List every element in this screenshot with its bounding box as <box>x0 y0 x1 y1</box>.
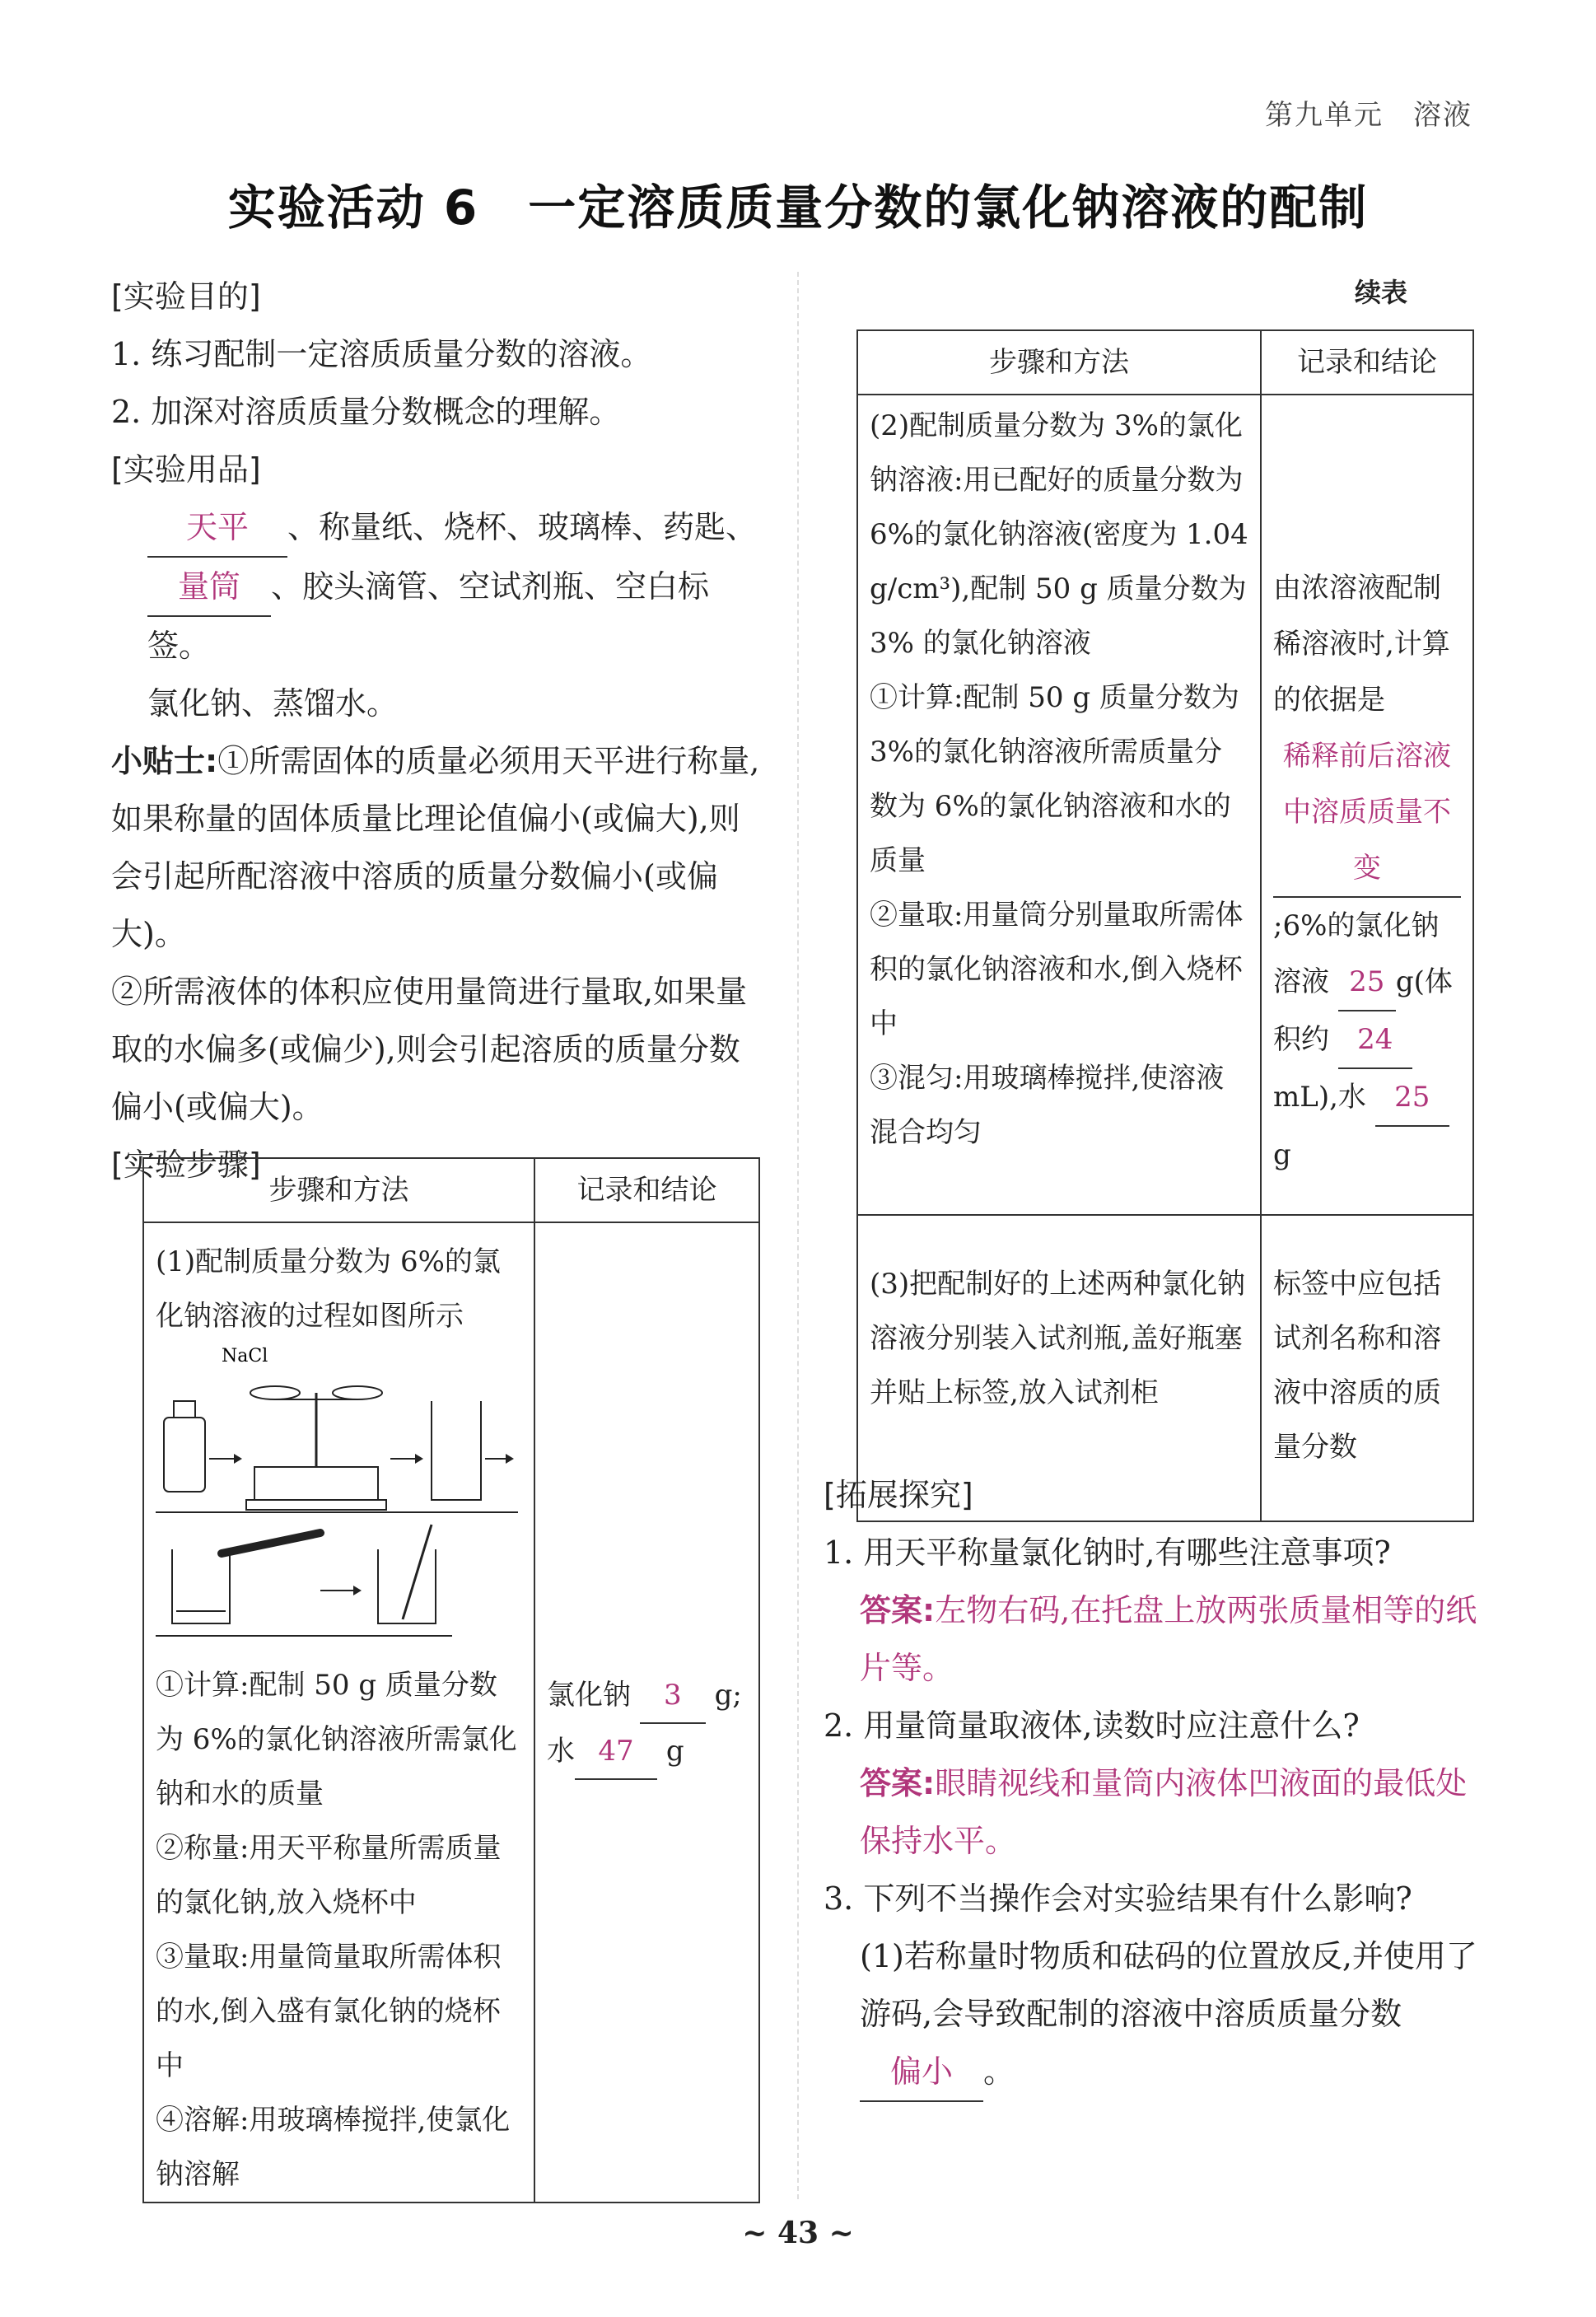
reagent-bottle <box>164 1418 205 1492</box>
record-2-water-mass: 25 <box>1375 1069 1449 1127</box>
answer-2-text: 眼睛视线和量筒内液体凹液面的最低处保持水平。 <box>860 1765 1468 1859</box>
supplies-line-3: 氯化钠、蒸馏水。 <box>147 685 399 722</box>
col-header-record: 记录和结论 <box>534 1158 759 1222</box>
step-1-weigh: ②称量:用天平称量所需质量的氯化钠,放入烧杯中 <box>156 1832 502 1919</box>
beaker-2 <box>172 1549 230 1623</box>
extend-section <box>824 1466 1482 2102</box>
record-water-value: 47 <box>575 1724 657 1780</box>
col-header-steps-2: 步骤和方法 <box>857 330 1261 395</box>
record-nacl-label: 氯化钠 <box>547 1679 631 1712</box>
tip-2: ②所需液体的体积应使用量筒进行量取,如果量取的水偏多(或偏少),则会引起溶质的质量分数偏小(或偏大)。 <box>111 974 748 1125</box>
step-1-dissolve: ④溶解:用玻璃棒搅拌,使氯化钠溶解 <box>156 2104 511 2191</box>
tip-label: 小贴士: <box>111 743 218 779</box>
answer-2 <box>824 1754 1482 1870</box>
col-header-steps: 步骤和方法 <box>143 1158 534 1222</box>
left-column <box>111 268 762 1194</box>
question-3-1-answer: 偏小 <box>860 2043 983 2102</box>
arrow-1-head <box>234 1454 242 1464</box>
record-unit-2: g <box>665 1735 684 1768</box>
supplies-heading: [实验用品] <box>111 451 261 488</box>
record-2-text-2: ;6%的氯化钠溶液 <box>1273 909 1440 998</box>
record-nacl <box>547 1668 747 1724</box>
steps-table-left <box>142 1157 760 2203</box>
beaker-1 <box>432 1401 481 1500</box>
col-header-record-2: 记录和结论 <box>1261 330 1473 395</box>
record-2-basis: 稀释前后溶液中溶质质量不变 <box>1273 728 1461 898</box>
answer-1 <box>824 1581 1482 1697</box>
step-2-cell <box>857 395 1261 1215</box>
page-title: 实验活动 6 一定溶质质量分数的氯化钠溶液的配制 <box>227 180 1369 236</box>
nacl-label: NaCl <box>222 1346 268 1366</box>
tip-1-text: ①所需固体的质量必须用天平进行称量,如果称量的固体质量比理论值偏小(或偏大),则会引起所配溶液中溶质的质量分数偏小(或偏大)。 <box>111 743 760 952</box>
record-nacl-value: 3 <box>640 1668 706 1724</box>
answer-1-text: 左物右码,在托盘上放两张质量相等的纸片等。 <box>860 1592 1477 1686</box>
bottle-stopper <box>174 1401 195 1418</box>
steps-heading: [实验步骤] <box>111 1147 261 1183</box>
record-water <box>547 1724 747 1780</box>
purpose-heading: [实验目的] <box>111 278 261 315</box>
record-2-text-3: g(体积约 <box>1273 965 1453 1056</box>
record-2-solution-volume: 24 <box>1338 1011 1412 1069</box>
step-1-measure: ③量取:用量筒量取所需体积的水,倒入盛有氯化钠的烧杯中 <box>156 1941 502 2082</box>
unit-header: 第九单元 溶液 <box>1265 99 1472 132</box>
page-number: ~ 43 ~ <box>742 2216 854 2250</box>
step-1-intro: (1)配制质量分数为 6%的氯化钠溶液的过程如图所示 <box>156 1245 501 1333</box>
step-2-intro: (2)配制质量分数为 3%的氯化钠溶液:用已配好的质量分数为 6%的氯化钠溶液(密度为 1.04 g/cm³),配制 50 g 质量分数为 3% 的氯化钠溶液 <box>870 409 1248 660</box>
steps-table-right <box>856 329 1474 1522</box>
question-3-1-end: 。 <box>983 2053 1015 2090</box>
record-2-cell <box>1261 395 1473 1215</box>
record-1-cell <box>534 1222 759 2203</box>
balance-pan-right <box>333 1386 382 1399</box>
supplies-line-1 <box>111 498 762 558</box>
supplies-line-2 <box>111 558 762 675</box>
column-divider <box>797 272 799 2199</box>
purpose-item-2: 2. 加深对溶质质量分数概念的理解。 <box>111 394 621 430</box>
supplies-blank-cylinder: 量筒 <box>147 558 271 617</box>
extend-heading: [拓展探究] <box>824 1477 973 1513</box>
record-2-text-4: mL),水 <box>1273 1081 1366 1114</box>
balance-pan-left <box>250 1386 300 1399</box>
supplies-blank-balance: 天平 <box>147 498 287 558</box>
step-3-cell: (3)把配制好的上述两种氯化钠溶液分别装入试剂瓶,盖好瓶塞并贴上标签,放入试剂柜 <box>857 1215 1261 1521</box>
supplies-text-2: 、胶头滴管、空试剂瓶、空白标签。 <box>147 568 710 664</box>
record-2-text-1: 由浓溶液配制稀溶液时,计算的依据是 <box>1273 572 1450 717</box>
purpose-item-1: 1. 练习配制一定溶质质量分数的溶液。 <box>111 336 652 372</box>
question-3: 3. 下列不当操作会对实验结果有什么影响? <box>824 1880 1412 1917</box>
record-unit-1: g; <box>714 1679 742 1712</box>
step-1-cell <box>143 1222 534 2203</box>
record-water-label: 水 <box>547 1735 575 1768</box>
answer-1-label: 答案: <box>860 1592 936 1628</box>
answer-2-label: 答案: <box>860 1765 936 1801</box>
supplies-text-1: 、称量纸、烧杯、玻璃棒、药匙、 <box>287 509 758 545</box>
question-3-1-text: (1)若称量时物质和砝码的位置放反,并使用了游码,会导致配制的溶液中溶质质量分数 <box>860 1938 1477 2032</box>
step-2-measure: ②量取:用量筒分别量取所需体积的氯化钠溶液和水,倒入烧杯中 <box>870 899 1244 1040</box>
record-2-solution-mass: 25 <box>1338 954 1396 1011</box>
question-3-1 <box>824 1927 1482 2102</box>
tip-1 <box>111 732 762 963</box>
arrow-2-head <box>415 1454 423 1464</box>
arrow-3-head <box>506 1454 514 1464</box>
balance-base <box>254 1467 378 1500</box>
beaker-3 <box>378 1549 436 1623</box>
question-2: 2. 用量筒量取液体,读数时应注意什么? <box>824 1707 1360 1744</box>
measuring-cylinder <box>222 1533 320 1553</box>
arrow-4-head <box>353 1586 362 1595</box>
balance-foot <box>246 1500 386 1510</box>
step-2-mix: ③混匀:用玻璃棒搅拌,使溶液混合均匀 <box>870 1062 1225 1149</box>
step-1-calc: ①计算:配制 50 g 质量分数为 6%的氯化钠溶液所需氯化钠和水的质量 <box>156 1669 517 1810</box>
record-2-text-5: g <box>1273 1138 1291 1171</box>
continued-label: 续表 <box>1355 277 1408 308</box>
step-2-calc: ①计算:配制 50 g 质量分数为 3%的氯化钠溶液所需质量分数为 6%的氯化钠溶液和水的质量 <box>870 681 1239 877</box>
preparation-diagram <box>156 1343 518 1640</box>
question-1: 1. 用天平称量氯化钠时,有哪些注意事项? <box>824 1535 1391 1571</box>
record-3-cell: 标签中应包括试剂名称和溶液中溶质的质量分数 <box>1261 1215 1473 1521</box>
glass-rod <box>403 1525 432 1619</box>
